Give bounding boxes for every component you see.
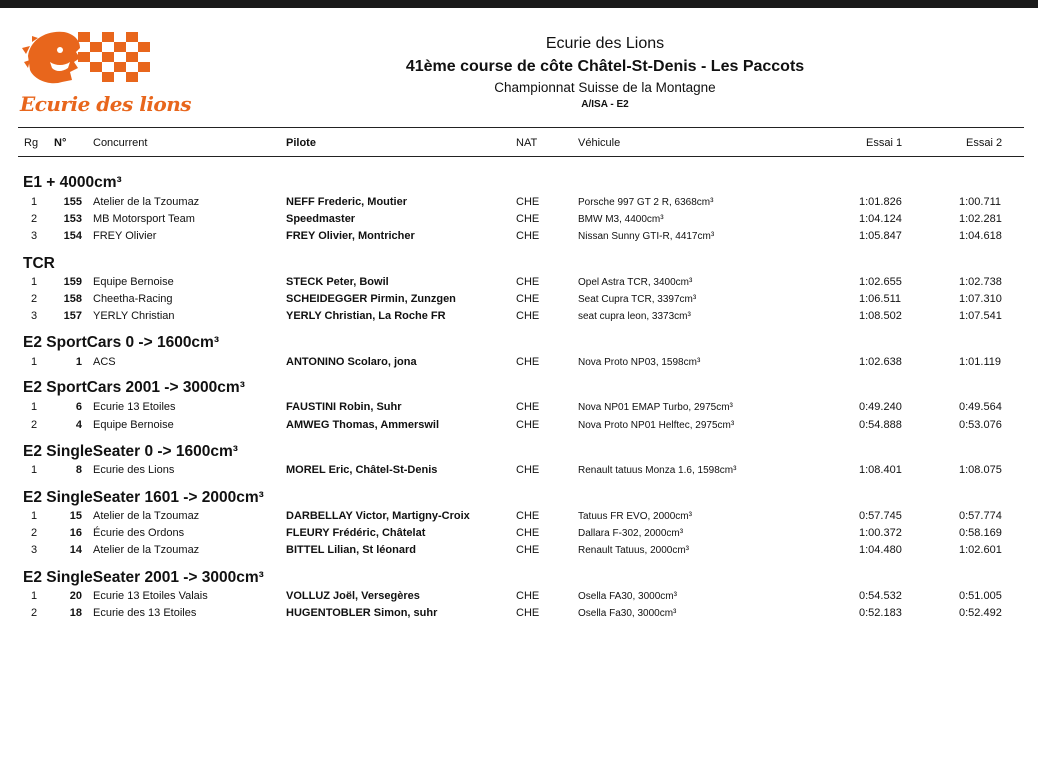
cell-run1: 1:05.847 xyxy=(859,230,902,242)
cell-entrant: ACS xyxy=(93,356,116,368)
cell-run2: 1:00.711 xyxy=(959,196,1002,208)
cell-run2: 1:02.738 xyxy=(959,276,1002,288)
category-title: E2 SingleSeater 2001 -> 3000cm³ xyxy=(23,569,264,586)
cell-vehicle: Seat Cupra TCR, 3397cm³ xyxy=(578,294,697,305)
cell-run1: 1:02.638 xyxy=(859,356,902,368)
cell-nat: CHE xyxy=(516,419,540,431)
table-row xyxy=(0,544,1038,558)
cell-nat: CHE xyxy=(516,510,540,522)
cell-run2: 1:02.281 xyxy=(959,213,1002,225)
cell-nat: CHE xyxy=(516,230,540,242)
cell-run2: 1:07.541 xyxy=(959,310,1002,322)
cell-nat: CHE xyxy=(516,607,540,619)
cell-rank: 1 xyxy=(30,401,38,413)
cell-number: 157 xyxy=(63,310,82,322)
top-bar xyxy=(0,0,1038,8)
col-entrant: Concurrent xyxy=(93,137,148,149)
cell-vehicle: Renault Tatuus, 2000cm³ xyxy=(578,545,689,556)
category-title: E2 SportCars 0 -> 1600cm³ xyxy=(23,334,219,351)
cell-run1: 1:08.401 xyxy=(859,464,902,476)
cell-entrant: FREY Olivier xyxy=(93,230,157,242)
cell-entrant: Atelier de la Tzoumaz xyxy=(93,196,200,208)
cell-entrant: MB Motorsport Team xyxy=(93,213,195,225)
col-number: N° xyxy=(54,137,67,149)
cell-driver: HUGENTOBLER Simon, suhr xyxy=(286,607,438,619)
cell-vehicle: Porsche 997 GT 2 R, 6368cm³ xyxy=(578,197,714,208)
table-row xyxy=(0,527,1038,541)
cell-vehicle: Nissan Sunny GTI-R, 4417cm³ xyxy=(578,231,715,242)
table-row xyxy=(0,401,1038,415)
class-line: A/ISA - E2 xyxy=(581,99,629,110)
cell-rank: 2 xyxy=(30,213,38,225)
cell-entrant: Atelier de la Tzoumaz xyxy=(93,510,200,522)
cell-run2: 1:04.618 xyxy=(959,230,1002,242)
cell-entrant: Atelier de la Tzoumaz xyxy=(93,544,200,556)
cell-number: 154 xyxy=(63,230,82,242)
cell-rank: 2 xyxy=(30,419,38,431)
cell-number: 15 xyxy=(69,510,82,522)
cell-rank: 3 xyxy=(30,544,38,556)
table-row xyxy=(0,213,1038,227)
cell-run1: 1:04.480 xyxy=(859,544,902,556)
cell-number: 155 xyxy=(63,196,82,208)
table-row xyxy=(0,310,1038,324)
category-title: TCR xyxy=(23,255,55,272)
logo-text: Ecurie des lions xyxy=(20,92,192,116)
cell-rank: 1 xyxy=(30,464,38,476)
category-title: E2 SingleSeater 0 -> 1600cm³ xyxy=(23,443,238,460)
col-driver: Pilote xyxy=(286,137,316,149)
table-row xyxy=(0,590,1038,604)
cell-run2: 1:08.075 xyxy=(959,464,1002,476)
cell-nat: CHE xyxy=(516,293,540,305)
championship-name: Championnat Suisse de la Montagne xyxy=(494,80,716,95)
cell-nat: CHE xyxy=(516,464,540,476)
cell-rank: 2 xyxy=(30,293,38,305)
category-title: E2 SportCars 2001 -> 3000cm³ xyxy=(23,379,245,396)
cell-entrant: Ecurie des 13 Etoiles xyxy=(93,607,197,619)
lion-checkered-flag-icon xyxy=(20,26,170,96)
table-row xyxy=(0,510,1038,524)
cell-run1: 1:04.124 xyxy=(859,213,902,225)
cell-rank: 1 xyxy=(30,276,38,288)
cell-entrant: Ecurie 13 Etoiles Valais xyxy=(93,590,208,602)
col-rank: Rg xyxy=(24,137,39,149)
cell-run1: 0:54.532 xyxy=(859,590,902,602)
table-row xyxy=(0,464,1038,478)
cell-nat: CHE xyxy=(516,527,540,539)
cell-vehicle: Renault tatuus Monza 1.6, 1598cm³ xyxy=(578,465,737,476)
cell-nat: CHE xyxy=(516,590,540,602)
cell-entrant: Equipe Bernoise xyxy=(93,419,174,431)
club-logo xyxy=(20,26,192,120)
cell-number: 158 xyxy=(63,293,82,305)
cell-driver: AMWEG Thomas, Ammerswil xyxy=(286,419,440,431)
column-headers xyxy=(0,137,1038,151)
cell-nat: CHE xyxy=(516,310,540,322)
cell-number: 1 xyxy=(75,356,82,368)
cell-entrant: YERLY Christian xyxy=(93,310,175,322)
event-title: 41ème course de côte Châtel-St-Denis - Les Paccots xyxy=(405,58,805,75)
cell-nat: CHE xyxy=(516,276,540,288)
cell-driver: Speedmaster xyxy=(286,213,356,225)
cell-rank: 1 xyxy=(30,510,38,522)
cell-driver: SCHEIDEGGER Pirmin, Zunzgen xyxy=(286,293,456,305)
cell-run2: 0:57.774 xyxy=(959,510,1002,522)
cell-run1: 1:02.655 xyxy=(859,276,902,288)
cell-run2: 1:02.601 xyxy=(959,544,1002,556)
cell-run2: 0:52.492 xyxy=(959,607,1002,619)
cell-driver: YERLY Christian, La Roche FR xyxy=(286,310,446,322)
cell-entrant: Cheetha-Racing xyxy=(93,293,173,305)
cell-run1: 0:54.888 xyxy=(859,419,902,431)
cell-run2: 1:01.119 xyxy=(959,356,1002,368)
cell-nat: CHE xyxy=(516,544,540,556)
cell-run2: 0:49.564 xyxy=(959,401,1002,413)
cell-run2: 1:07.310 xyxy=(959,293,1002,305)
cell-vehicle: Dallara F-302, 2000cm³ xyxy=(578,528,684,539)
cell-rank: 1 xyxy=(30,590,38,602)
cell-number: 8 xyxy=(75,464,82,476)
cell-vehicle: Opel Astra TCR, 3400cm³ xyxy=(578,277,693,288)
cell-run1: 1:08.502 xyxy=(859,310,902,322)
cell-rank: 2 xyxy=(30,527,38,539)
cell-run1: 1:01.826 xyxy=(859,196,902,208)
cell-driver: FLEURY Frédéric, Châtelat xyxy=(286,527,426,539)
cell-run1: 1:06.511 xyxy=(859,293,902,305)
cell-rank: 3 xyxy=(30,230,38,242)
cell-driver: NEFF Frederic, Moutier xyxy=(286,196,408,208)
cell-driver: DARBELLAY Victor, Martigny-Croix xyxy=(286,510,470,522)
cell-rank: 2 xyxy=(30,607,38,619)
cell-entrant: Ecurie 13 Etoiles xyxy=(93,401,176,413)
col-run2: Essai 2 xyxy=(966,137,1003,149)
table-row xyxy=(0,356,1038,370)
table-row xyxy=(0,293,1038,307)
cell-run2: 0:58.169 xyxy=(959,527,1002,539)
cell-rank: 1 xyxy=(30,356,38,368)
table-row xyxy=(0,196,1038,210)
cell-vehicle: Tatuus FR EVO, 2000cm³ xyxy=(578,511,692,522)
cell-number: 159 xyxy=(63,276,82,288)
table-row xyxy=(0,607,1038,621)
club-name: Ecurie des Lions xyxy=(545,35,665,52)
cell-vehicle: BMW M3, 4400cm³ xyxy=(578,214,664,225)
cell-driver: ANTONINO Scolaro, jona xyxy=(286,356,417,368)
cell-number: 153 xyxy=(63,213,82,225)
cell-nat: CHE xyxy=(516,213,540,225)
cell-rank: 3 xyxy=(30,310,38,322)
table-row xyxy=(0,419,1038,433)
header-rule-top xyxy=(18,127,1024,128)
col-vehicle: Véhicule xyxy=(578,137,621,149)
cell-vehicle: Nova Proto NP03, 1598cm³ xyxy=(578,357,701,368)
header-rule-bottom xyxy=(18,156,1024,157)
col-run1: Essai 1 xyxy=(866,137,903,149)
cell-entrant: Equipe Bernoise xyxy=(93,276,174,288)
cell-run1: 0:49.240 xyxy=(859,401,902,413)
cell-number: 18 xyxy=(69,607,82,619)
cell-driver: VOLLUZ Joël, Versegères xyxy=(286,590,420,602)
cell-driver: BITTEL Lilian, St léonard xyxy=(286,544,416,556)
cell-vehicle: Nova Proto NP01 Helftec, 2975cm³ xyxy=(578,420,735,431)
cell-number: 14 xyxy=(69,544,82,556)
category-title: E2 SingleSeater 1601 -> 2000cm³ xyxy=(23,489,264,506)
cell-number: 4 xyxy=(75,419,82,431)
cell-driver: STECK Peter, Bowil xyxy=(286,276,389,288)
cell-number: 20 xyxy=(69,590,82,602)
cell-run1: 0:52.183 xyxy=(859,607,902,619)
cell-vehicle: seat cupra leon, 3373cm³ xyxy=(578,311,691,322)
category-title: E1 + 4000cm³ xyxy=(23,174,122,191)
cell-driver: FREY Olivier, Montricher xyxy=(286,230,415,242)
cell-nat: CHE xyxy=(516,356,540,368)
table-row xyxy=(0,230,1038,244)
cell-entrant: Écurie des Ordons xyxy=(93,527,185,539)
cell-run2: 0:51.005 xyxy=(959,590,1002,602)
cell-run1: 1:00.372 xyxy=(859,527,902,539)
col-nat: NAT xyxy=(516,137,538,149)
cell-number: 16 xyxy=(69,527,82,539)
cell-entrant: Ecurie des Lions xyxy=(93,464,175,476)
cell-nat: CHE xyxy=(516,196,540,208)
cell-run1: 0:57.745 xyxy=(859,510,902,522)
cell-vehicle: Osella Fa30, 3000cm³ xyxy=(578,608,677,619)
table-row xyxy=(0,276,1038,290)
cell-driver: FAUSTINI Robin, Suhr xyxy=(286,401,402,413)
cell-vehicle: Osella FA30, 3000cm³ xyxy=(578,591,677,602)
cell-driver: MOREL Eric, Châtel-St-Denis xyxy=(286,464,438,476)
cell-number: 6 xyxy=(75,401,82,413)
cell-rank: 1 xyxy=(30,196,38,208)
cell-nat: CHE xyxy=(516,401,540,413)
cell-vehicle: Nova NP01 EMAP Turbo, 2975cm³ xyxy=(578,402,733,413)
cell-run2: 0:53.076 xyxy=(959,419,1002,431)
